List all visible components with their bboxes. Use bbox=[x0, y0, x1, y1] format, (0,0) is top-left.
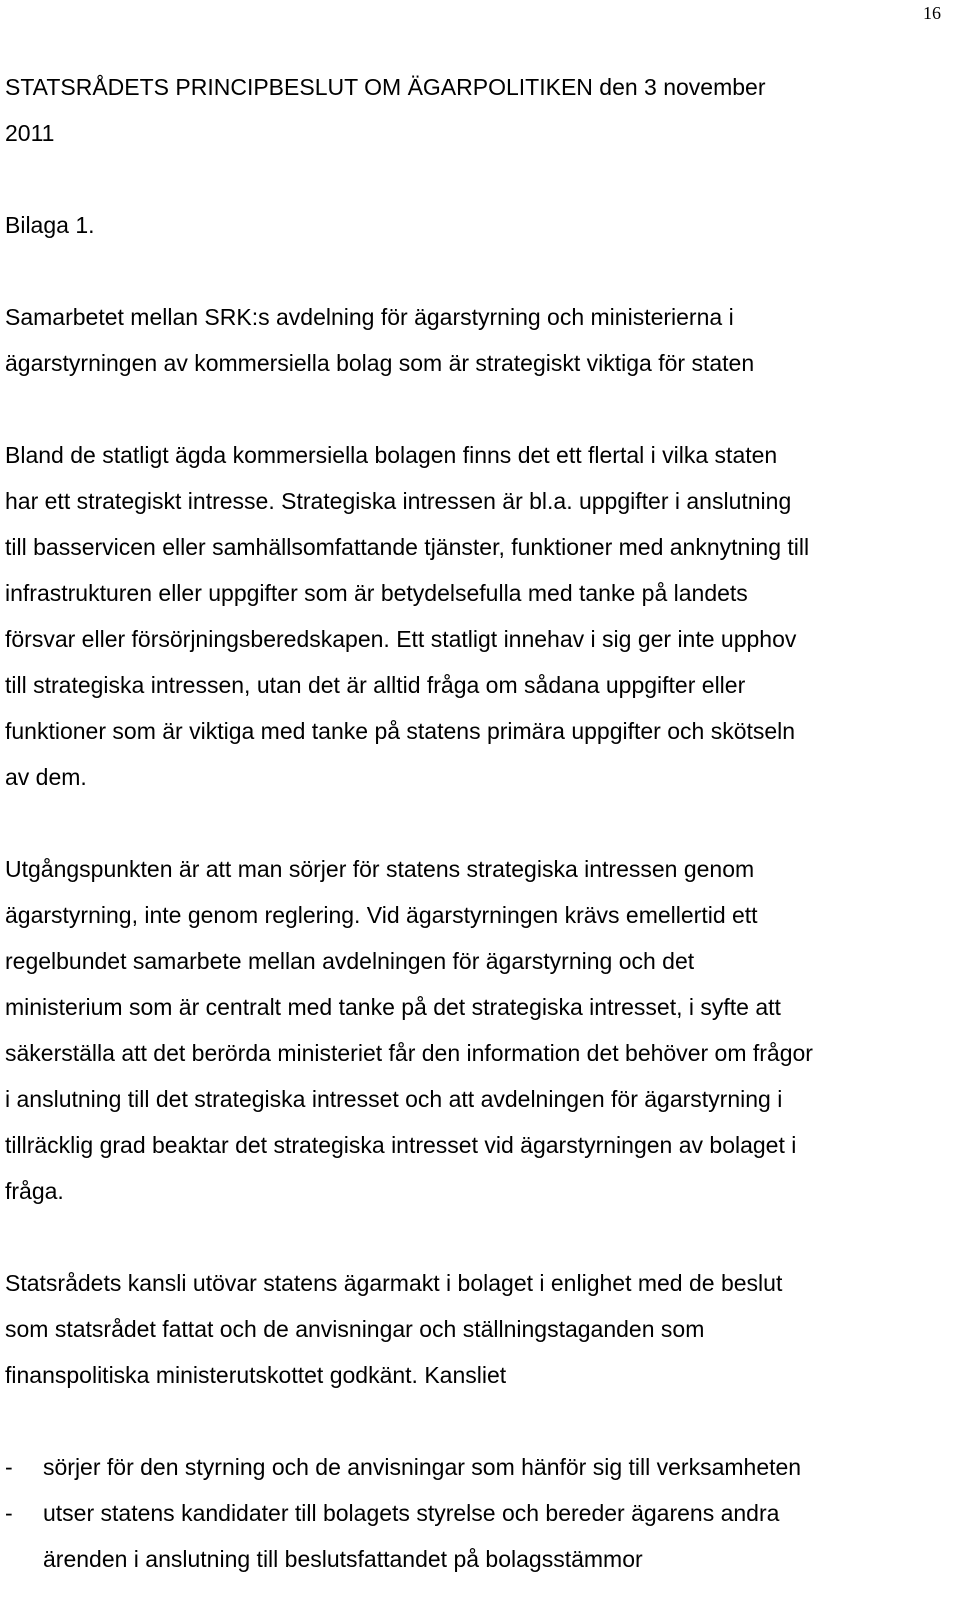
page-number: 16 bbox=[923, 3, 941, 23]
appendix-label: Bilaga 1. bbox=[5, 212, 95, 238]
text-line: Statsrådets kansli utövar statens ägarmakt i bolaget i enlighet med de beslut bbox=[5, 1270, 783, 1296]
list-dash: - bbox=[5, 1500, 13, 1526]
text-line: finanspolitiska ministerutskottet godkänt. Kansliet bbox=[5, 1362, 507, 1388]
text-line: ägarstyrning, inte genom reglering. Vid ägarstyrningen krävs emellertid ett bbox=[5, 902, 758, 928]
paragraph-prime-ministers-office bbox=[5, 1260, 950, 1398]
text-line: ärenden i anslutning till beslutsfattandet på bolagsstämmor bbox=[43, 1546, 643, 1572]
text-line: funktioner som är viktiga med tanke på statens primära uppgifter och skötseln bbox=[5, 718, 796, 744]
text-line: infrastrukturen eller uppgifter som är betydelsefulla med tanke på landets bbox=[5, 580, 748, 606]
text-line: försvar eller försörjningsberedskapen. Ett statligt innehav i sig ger inte upphov bbox=[5, 626, 797, 652]
text-line: har ett strategiskt intresse. Strategiska intressen är bl.a. uppgifter i anslutning bbox=[5, 488, 792, 514]
list-item-text bbox=[43, 1490, 950, 1582]
document-title-line-2: 2011 bbox=[5, 120, 55, 146]
text-line: regelbundet samarbete mellan avdelningen för ägarstyrning och det bbox=[5, 948, 695, 974]
text-line: av dem. bbox=[5, 764, 87, 790]
text-line: utser statens kandidater till bolagets styrelse och bereder ägarens andra bbox=[43, 1500, 780, 1526]
section-heading-line-2: ägarstyrningen av kommersiella bolag som är strategiskt viktiga för staten bbox=[5, 350, 755, 376]
text-line: sörjer för den styrning och de anvisningar som hänför sig till verksamheten bbox=[43, 1454, 802, 1480]
spacer bbox=[5, 1214, 950, 1260]
list-item bbox=[5, 1490, 950, 1582]
spacer bbox=[5, 800, 950, 846]
list-dash: - bbox=[5, 1454, 13, 1480]
text-line: fråga. bbox=[5, 1178, 64, 1204]
text-line: till basservicen eller samhällsomfattande tjänster, funktioner med anknytning till bbox=[5, 534, 810, 560]
spacer bbox=[5, 156, 950, 202]
text-line: som statsrådet fattat och de anvisningar och ställningstaganden som bbox=[5, 1316, 705, 1342]
list-item bbox=[5, 1444, 950, 1490]
bullet-list bbox=[5, 1444, 950, 1582]
text-line: till strategiska intressen, utan det är alltid fråga om sådana uppgifter eller bbox=[5, 672, 746, 698]
spacer bbox=[5, 248, 950, 294]
document-title-line-1: STATSRÅDETS PRINCIPBESLUT OM ÄGARPOLITIKEN den 3 november bbox=[5, 74, 766, 100]
document-body bbox=[5, 64, 950, 1582]
spacer bbox=[5, 1398, 950, 1444]
paragraph-strategic-interests bbox=[5, 432, 950, 800]
text-line: säkerställa att det berörda ministeriet får den information det behöver om frågor bbox=[5, 1040, 813, 1066]
text-line: tillräcklig grad beaktar det strategiska intresset vid ägarstyrningen av bolaget i bbox=[5, 1132, 797, 1158]
spacer bbox=[5, 386, 950, 432]
text-line: ministerium som är centralt med tanke på det strategiska intresset, i syfte att bbox=[5, 994, 781, 1020]
list-item-text bbox=[43, 1444, 950, 1490]
text-line: Utgångspunkten är att man sörjer för statens strategiska intressen genom bbox=[5, 856, 755, 882]
text-line: i anslutning till det strategiska intresset och att avdelningen för ägarstyrning i bbox=[5, 1086, 783, 1112]
section-heading-line-1: Samarbetet mellan SRK:s avdelning för ägarstyrning och ministerierna i bbox=[5, 304, 734, 330]
text-line: Bland de statligt ägda kommersiella bolagen finns det ett flertal i vilka staten bbox=[5, 442, 778, 468]
paragraph-ownership-steering bbox=[5, 846, 950, 1214]
